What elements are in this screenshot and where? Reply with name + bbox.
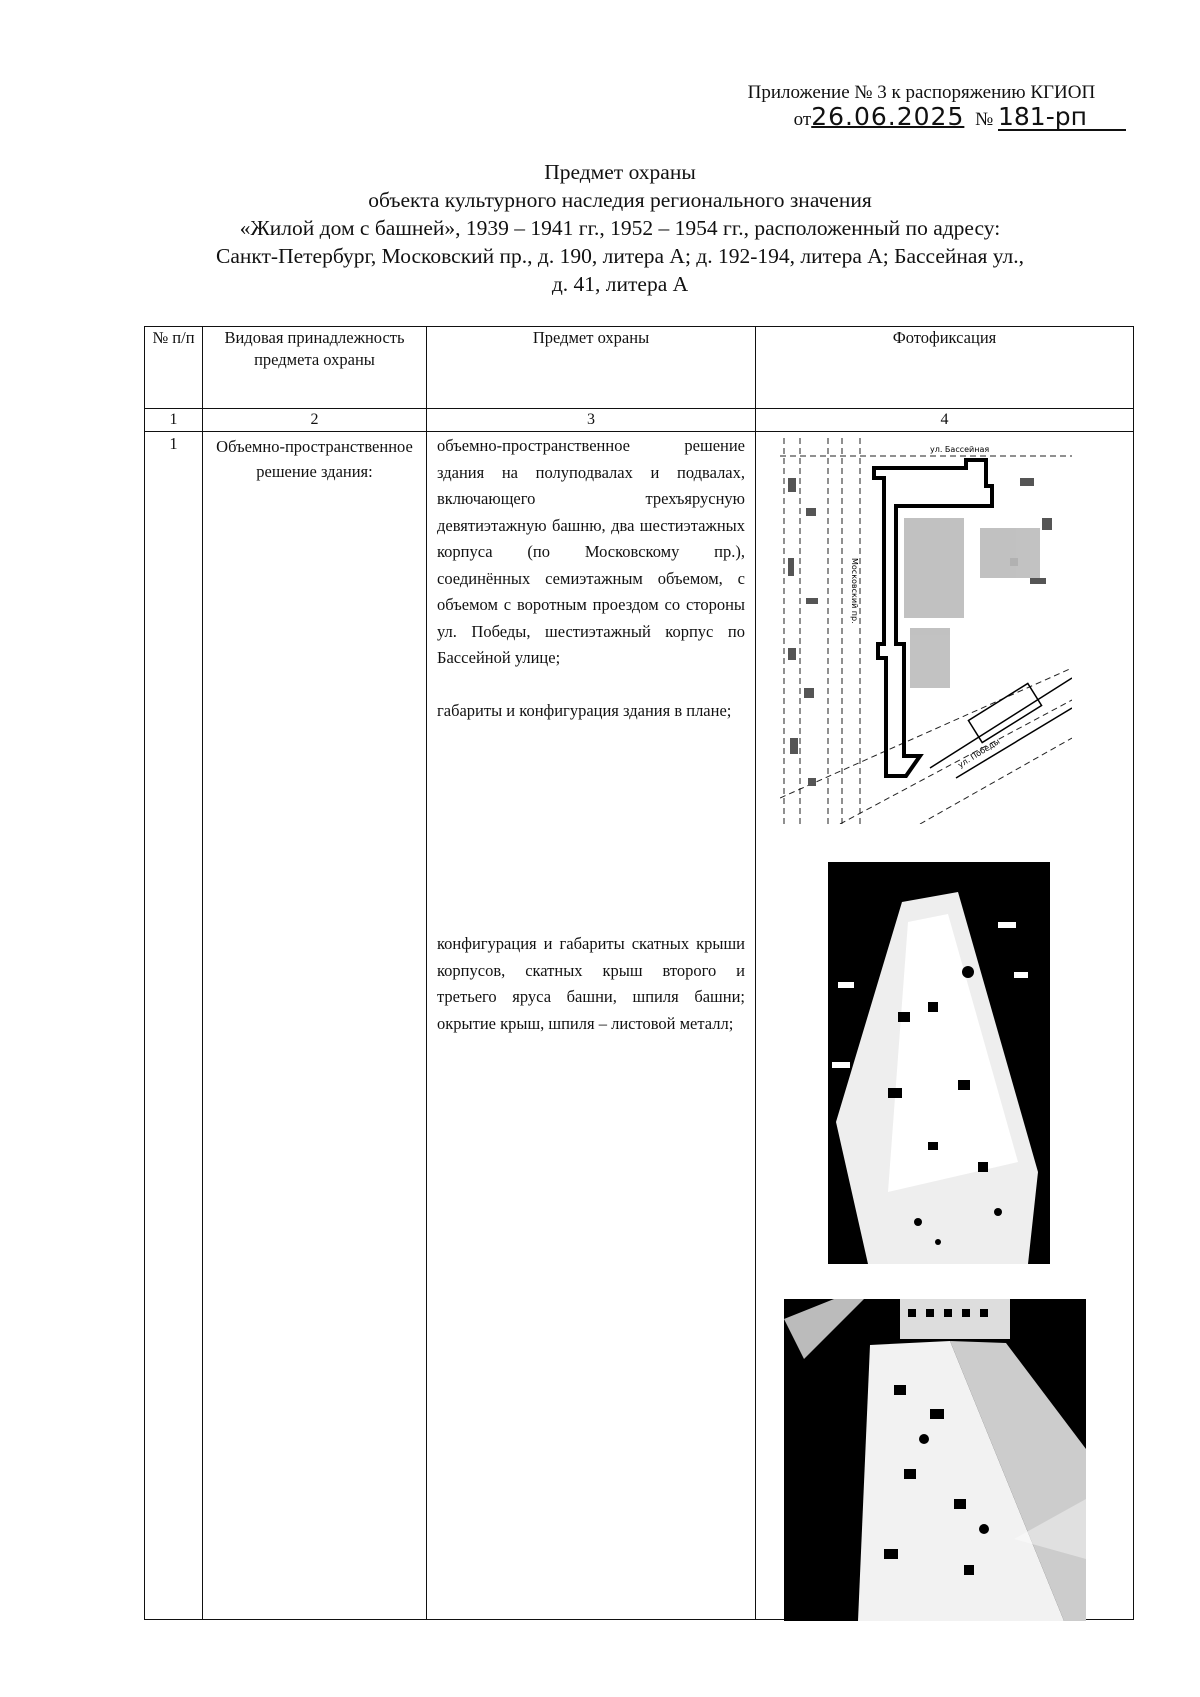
table-header-row (145, 327, 1134, 409)
row-number: 1 (145, 432, 203, 1620)
index-cell: 3 (427, 409, 756, 432)
appendix-header (748, 82, 1126, 131)
title-line-2: объекта культурного наследия регионального значения (368, 188, 872, 212)
document-date: 26.06.2025 (811, 102, 965, 131)
aerial-photo-roof-2 (784, 1299, 1086, 1621)
title-line-5: д. 41, литера А (551, 272, 689, 296)
subject-paragraph-1: объемно-пространственное решение здания на полуподвалах и подвалах, включающего трехъярусную девятиэтажную башню, два шестиэтажных корпуса (по Московскому пр.), соединённых семиэтажным объемом, с объемом с воротным проездом со стороны ул. Победы, шестиэтажный корпус по Бассейной улице; (437, 436, 745, 667)
row-photos (756, 432, 1134, 1620)
header-subject: Предмет охраны (427, 327, 756, 409)
date-prefix: от (793, 109, 812, 130)
header-photo: Фотофиксация (756, 327, 1134, 409)
number-sign: № (975, 109, 994, 130)
title-line-3: «Жилой дом с башней», 1939 – 1941 гг., 1952 – 1954 гг., расположенный по адресу: (239, 216, 1001, 240)
header-category: Видовая принадлежность предмета охраны (203, 327, 427, 409)
index-cell: 2 (203, 409, 427, 432)
document-title (120, 158, 1120, 298)
appendix-date-line (748, 102, 1126, 131)
map-label-left: Московский пр. (850, 558, 859, 624)
title-line-4: Санкт-Петербург, Московский пр., д. 190, литера А; д. 192-194, литера А; Бассейная ул., (215, 244, 1025, 268)
title-line-1: Предмет охраны (544, 160, 696, 184)
header-num: № п/п (145, 327, 203, 409)
index-cell: 4 (756, 409, 1134, 432)
index-cell: 1 (145, 409, 203, 432)
map-label-bottom: ул. Победы (956, 736, 1002, 770)
protection-subject-table (144, 326, 1134, 1620)
aerial-photo-roof-1 (828, 862, 1050, 1264)
document-number: 181-рп (998, 105, 1126, 131)
subject-paragraph-3: конфигурация и габариты скатных крыши корпусов, скатных крыш второго и третьего яруса башни, шпиля башни; окрытие крыш, шпиля – листовой металл; (437, 934, 745, 1033)
subject-paragraph-2: габариты и конфигурация здания в плане; (437, 700, 732, 720)
table-row (145, 432, 1134, 1620)
site-plan-map-image (780, 438, 1072, 824)
row-category: Объемно-пространственное решение здания: (203, 432, 427, 1620)
map-label-top: ул. Бассейная (930, 445, 990, 454)
row-subject (427, 432, 756, 1620)
table-index-row (145, 409, 1134, 432)
appendix-line: Приложение № 3 к распоряжению КГИОП (747, 82, 1096, 103)
